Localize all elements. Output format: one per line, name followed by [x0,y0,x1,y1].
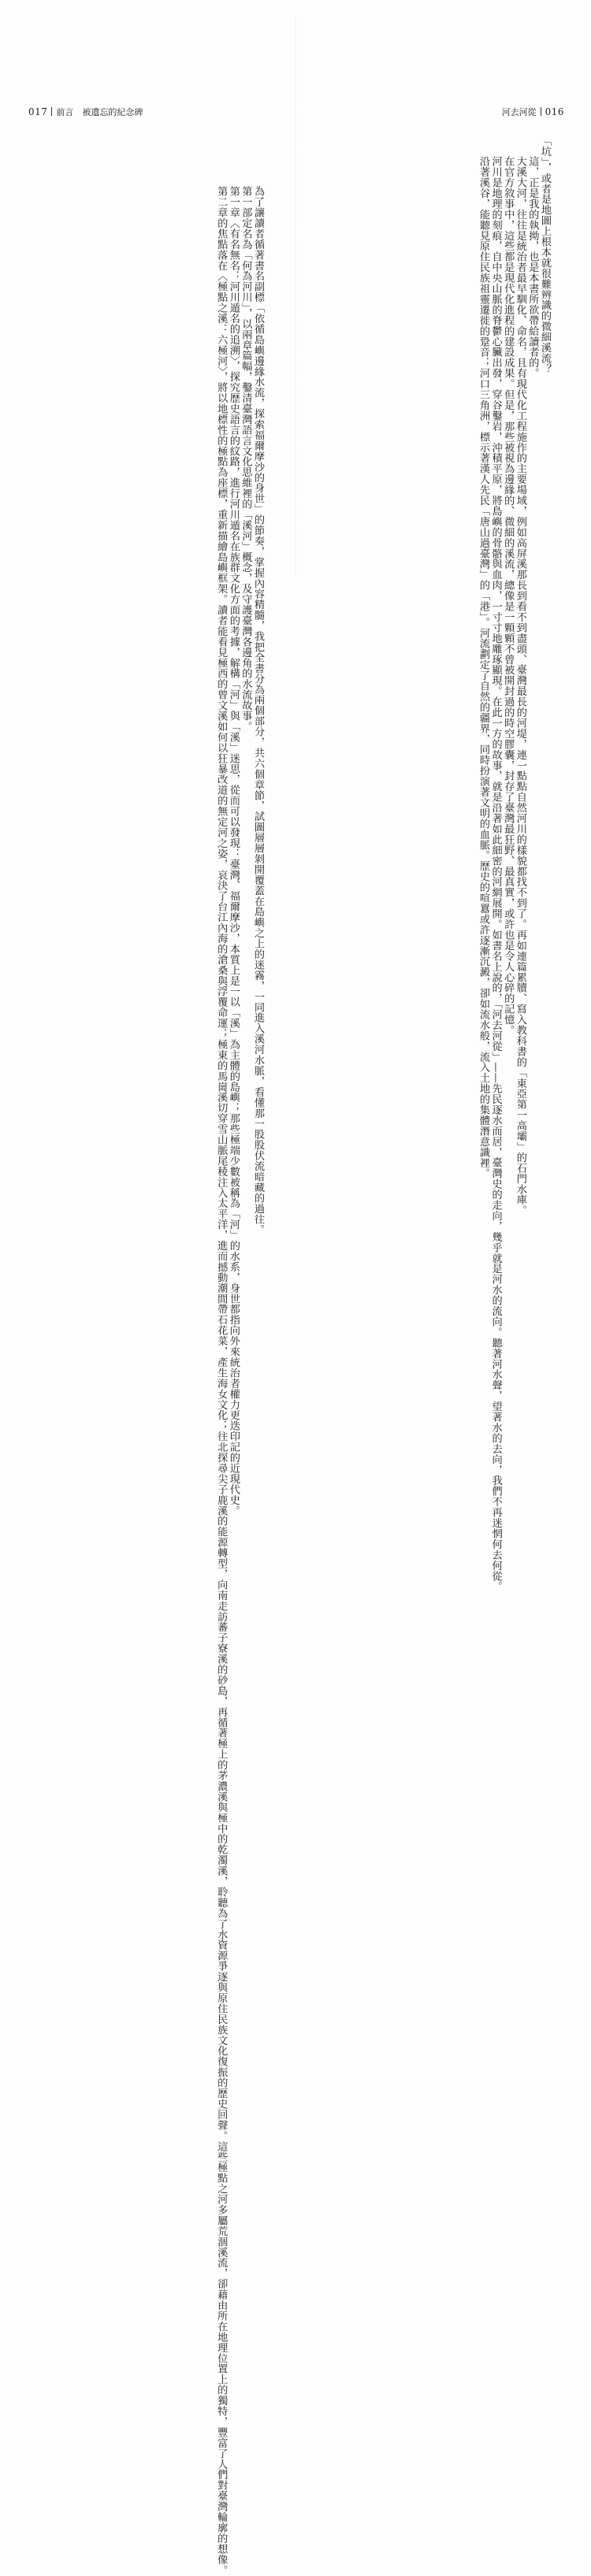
right-paragraph-5: 河川是地理的刻痕，自中央山脈的脊鬱心臟出發，穿谷鑿岩，沖積平原，將島嶼的骨骼與血肉，一寸寸地雕琢顯現。在此一方的故事，就是沿著如此細密的河網展開。如書名上說的，「河去河從」——先民逐水而居，臺灣史的走向，幾乎就是河水的流向。聽著河水聲，望著水的去向，我們不再迷惘何去何從。 [489,156,502,1592]
right-page-body [336,135,551,1592]
left-page-header [28,106,143,118]
header-divider [51,107,52,116]
right-paragraph-2: 這，正是我的執拗，也是本書所欲帶給讀者的。 [526,156,539,379]
right-paragraph-6: 沿著溪谷，能聽見原住民族祖靈遷徙的跫音；河口三角洲，標示著漢人先民「唐山過臺灣」的「港」。河流劃定了自然的疆界，同時扮演著文明的血脈。歷史的喧囂或許逐漸沉澱，卻如流水般，流入土地的集體潛意識裡。 [478,156,490,1179]
right-paragraph-3: 大溪大河，往往是統治者最早馴化、命名，且有現代化工程施作的主要場域，例如高屏溪那長到看不到盡頭、臺灣最長的河堤，連一點點自然河川的樣貌都找不到了。再如連篇累牘、寫入教科書的「東亞第一高壩」的石門水庫。 [514,156,526,1216]
right-page-number: 016 [545,106,564,117]
left-paragraph-1: 為了讓讀者循著書名副標「依循島嶼邊緣水流，探索福爾摩沙的身世」的節奏，掌握內容精髓，我把全書分為兩個部分，共六個章節，試圖層層剝開覆蓋在島嶼之上的迷霧，一同進入溪河水脈，看懂那一股股伏流暗藏的過往。 [252,186,264,1235]
right-page-header [502,106,564,118]
right-paragraph-4: 在官方敘事中，這些都是現代化進程的建設成果。但是，那些被視為邊緣的、微細的溪流，總像是一顆顆不曾被開封過的時空膠囊，封存了臺灣最狂野、最真實，或許也是令人心碎的記憶。 [502,156,515,1036]
right-paragraph-1: 「坑」，或者是地圖上根本就很難辨識的微細溪流？ [539,135,551,374]
left-paragraph-2: 第一部定名為「何為河川」，以兩章篇幅，鑿清臺灣語言文化思維裡的「溪河」概念，及守護臺灣各邊角的水流故事。 [240,186,252,733]
left-paragraph-3: 第一章〈有名無名：河川遁名的追溯〉，探究歷史語言的紋路，進行河川遁名在族群文化方面的考據，解構「河」與「溪」迷思，從而可以發現：臺灣、福爾摩沙，本質上是一以「溪」為主體的島嶼；那些極端少數被稱為「河」的水系，身世都指向外來統治者權力更迭印記的近現代史。 [227,186,240,1516]
left-paragraph-4: 第二章的焦點落在〈極點之溪：六極河〉，將以地標性的極點為座標，重新描繪島嶼框架。讀者能看見極西的曾文溪如何以狂暴改道的無定河之姿，哀決了台江內海的滄桑與浮覆命運；極東的馬崗溪切穿雪山脈尾稜注入太平洋，進而撼動潮間帶石花菜，產生海女文化；往北探尋尖子鹿溪的能源轉型，向南走訪蕃子寮溪的砂島，再循著極上的茅濃溪與極中的乾濁溪，聆聽為了水資源爭逐與原住民族文化復振的歷史回聲。這些極點之河多屬荒涸溪流，卻藉由所在地理位置上的獨特，豐富了人們對臺灣輪廓的想像。 [215,186,228,2576]
left-page-body [47,165,264,2576]
book-gutter [295,16,296,575]
right-page-title: 河去河從 [501,107,537,117]
left-page-title: 被遺忘的紀念碑 [82,107,143,117]
left-page-number: 017 [28,106,48,117]
left-page-section: 前言 [56,107,74,117]
